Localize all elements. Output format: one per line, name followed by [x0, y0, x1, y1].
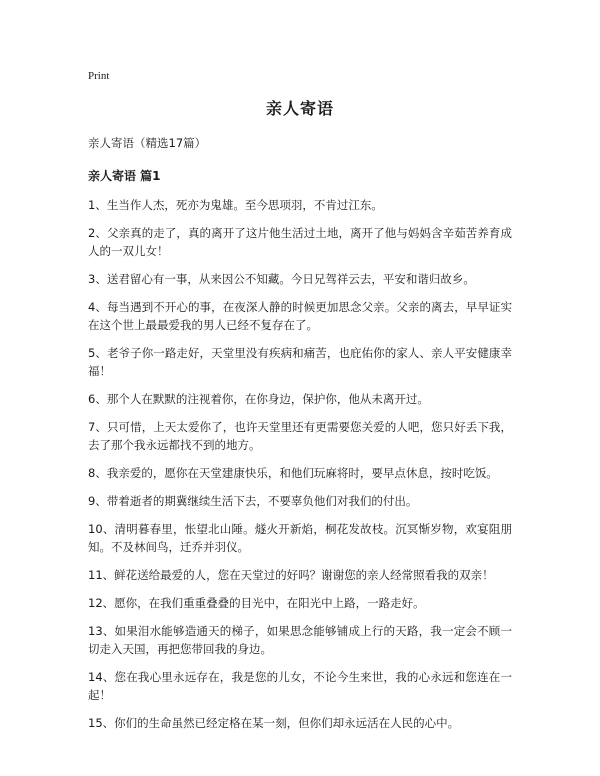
- document-subtitle: 亲人寄语（精选17篇）: [88, 136, 207, 150]
- paragraph: 6、那个人在默默的注视着你，在你身边，保护你，他从未离开过。: [88, 392, 429, 406]
- document-title: 亲人寄语: [265, 99, 334, 118]
- print-label: Print: [88, 70, 110, 82]
- paragraph: 3、送君留心有一事，从来因公不知藏。今日兄驾祥云去，平安和谐归故乡。: [88, 272, 475, 286]
- section-heading: 亲人寄语 篇1: [88, 169, 161, 183]
- paragraph: 1、生当作人杰，死亦为鬼雄。至今思项羽，不肯过江东。: [88, 198, 383, 212]
- paragraph: 7、只可惜，上天太爱你了，也许天堂里还有更需要您关爱的人吧，您只好丢下我，去了那个我永远都找不到的地方。: [88, 420, 512, 452]
- paragraph: 5、老爷子你一路走好，天堂里没有疾病和痛苦，也庇佑你的家人、亲人平安健康幸福！: [88, 346, 512, 378]
- paragraph: 14、您在我心里永远存在，我是您的儿女，不论今生来世，我的心永远和您连在一起！: [88, 670, 512, 702]
- paragraph: 10、清明暮春里，怅望北山陲。燧火开新焰，桐花发故枝。沉冥惭岁物，欢宴阻朋知。不及林间鸟，迁乔并羽仪。: [88, 522, 512, 554]
- paragraph: 15、你们的生命虽然已经定格在某一刻，但你们却永远活在人民的心中。: [88, 716, 460, 730]
- paragraph: 13、如果泪水能够造通天的梯子，如果思念能够铺成上行的天路，我一定会不顾一切走入天国，再把您带回我的身边。: [88, 624, 512, 656]
- paragraph: 4、每当遇到不开心的事，在夜深人静的时候更加思念父亲。父亲的离去，早早证实在这个世上最最爱我的男人已经不复存在了。: [88, 300, 512, 332]
- paragraph: 8、我亲爱的，愿你在天堂建康快乐，和他们玩麻将时，要早点休息，按时吃饭。: [88, 466, 498, 480]
- paragraph: 12、愿你，在我们重重叠叠的目光中，在阳光中上路，一路走好。: [88, 596, 425, 610]
- paragraph: 2、父亲真的走了，真的离开了这片他生活过土地，离开了他与妈妈含辛茹苦养育成人的一双儿女！: [88, 226, 512, 258]
- paragraph: 9、带着逝者的期冀继续生活下去，不要辜负他们对我们的付出。: [88, 494, 418, 508]
- paragraph: 11、鲜花送给最爱的人，您在天堂过的好吗？谢谢您的亲人经常照看我的双亲！: [88, 568, 494, 582]
